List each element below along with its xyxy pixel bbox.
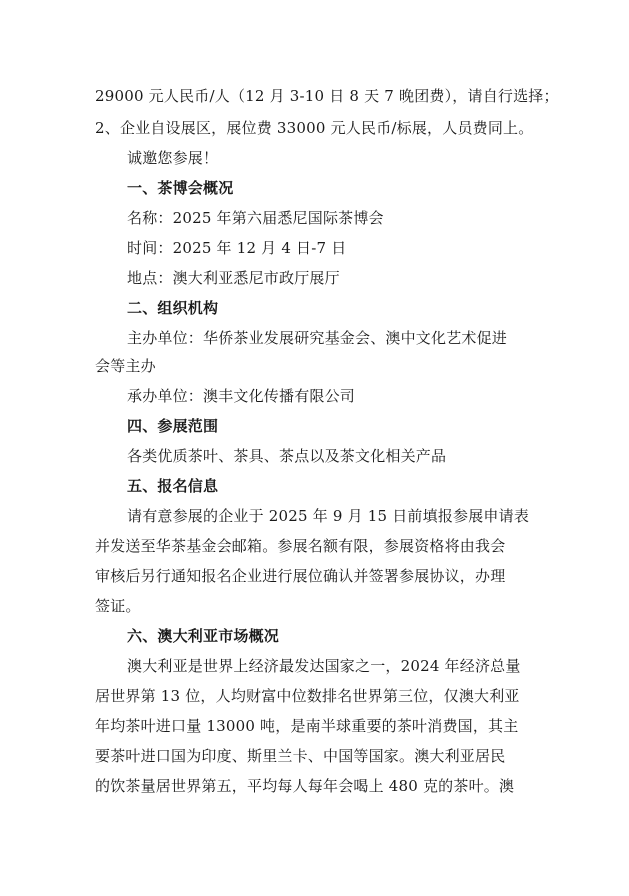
- section-heading: 二、组织机构: [127, 299, 219, 317]
- body-text-line: 地点：澳大利亚悉尼市政厅展厅: [127, 269, 340, 287]
- section-heading: 四、参展范围: [127, 417, 219, 435]
- body-text-line: 名称：2025 年第六届悉尼国际茶博会: [127, 209, 384, 227]
- body-text-line: 的饮茶量居世界第五，平均每人每年会喝上 480 克的茶叶。澳: [95, 777, 515, 795]
- body-text-line: 居世界第 13 位，人均财富中位数排名世界第三位，仅澳大利亚: [95, 687, 520, 705]
- body-text-line: 并发送至华茶基金会邮箱。参展名额有限，参展资格将由我会: [95, 537, 506, 555]
- body-text-line: 时间：2025 年 12 月 4 日-7 日: [127, 239, 347, 257]
- body-text-line: 要茶叶进口国为印度、斯里兰卡、中国等国家。澳大利亚居民: [95, 747, 506, 765]
- body-text-line: 审核后另行通知报名企业进行展位确认并签署参展协议，办理: [95, 567, 506, 585]
- body-text-line: 承办单位：澳丰文化传播有限公司: [127, 387, 356, 405]
- body-text-line: 主办单位：华侨茶业发展研究基金会、澳中文化艺术促进: [127, 329, 508, 347]
- body-text-line: 澳大利亚是世界上经济最发达国家之一，2024 年经济总量: [127, 657, 521, 675]
- section-heading: 一、茶博会概况: [127, 179, 234, 197]
- section-heading: 六、澳大利亚市场概况: [127, 627, 280, 645]
- body-text-line: 会等主办: [95, 357, 156, 375]
- body-text-line: 各类优质茶叶、茶具、茶点以及茶文化相关产品: [127, 447, 447, 465]
- body-text-line: 29000 元人民币/人（12 月 3-10 日 8 天 7 晚团费），请自行选择；: [95, 87, 559, 105]
- body-text-line: 年均茶叶进口量 13000 吨，是南半球重要的茶叶消费国，其主: [95, 717, 519, 735]
- body-text-line: 诚邀您参展！: [127, 149, 219, 167]
- body-text-line: 请有意参展的企业于 2025 年 9 月 15 日前填报参展申请表: [127, 507, 530, 525]
- section-heading: 五、报名信息: [127, 477, 219, 495]
- body-text-line: 2、企业自设展区，展位费 33000 元人民币/标展，人员费同上。: [95, 119, 534, 137]
- body-text-line: 签证。: [95, 597, 141, 615]
